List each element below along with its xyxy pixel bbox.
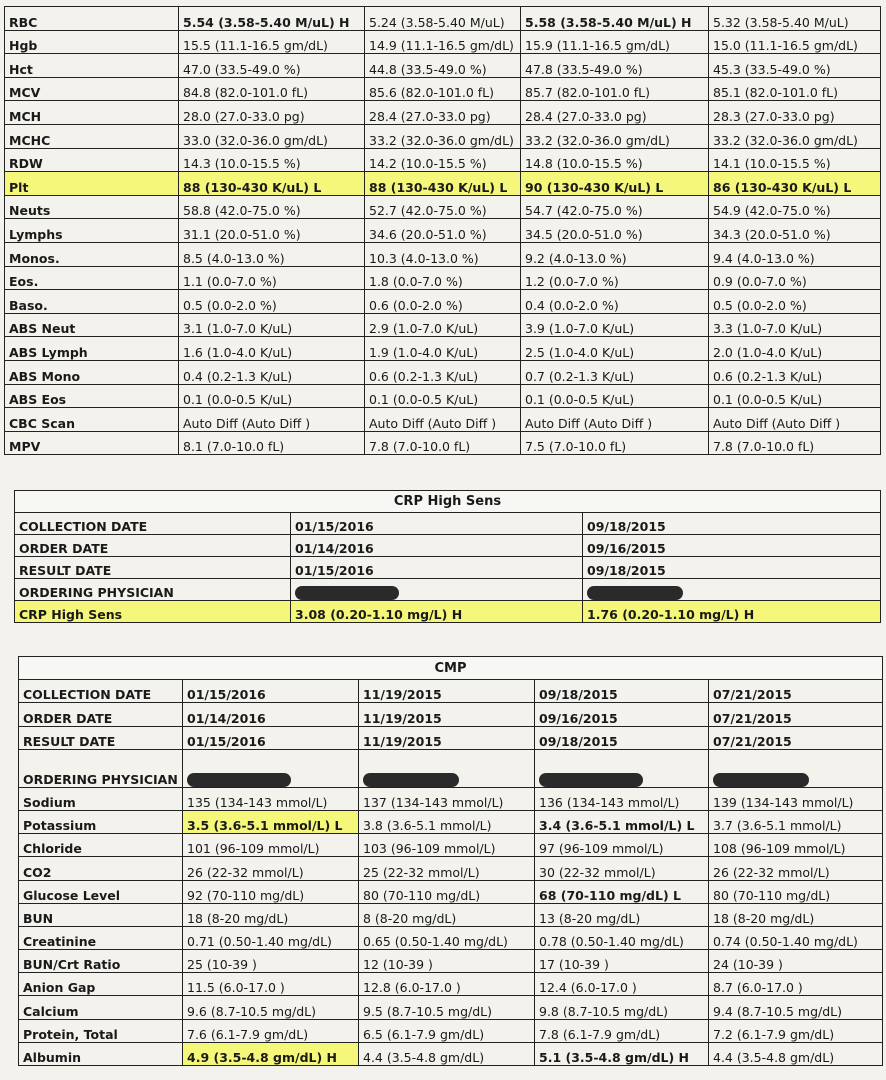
cmp-label: COLLECTION DATE	[19, 680, 183, 703]
cmp-row-ordering-physician	[19, 749, 883, 787]
cbc-value: 44.8 (33.5-49.0 %)	[365, 54, 521, 78]
cbc-value: 0.5 (0.0-2.0 %)	[179, 290, 365, 314]
cmp-value: 11/19/2015	[359, 726, 535, 749]
cbc-value: 0.1 (0.0-0.5 K/uL)	[179, 384, 365, 408]
cbc-value: 33.2 (32.0-36.0 gm/dL)	[521, 124, 709, 148]
cmp-label: Albumin	[19, 1042, 183, 1065]
cbc-row-rdw	[5, 148, 881, 172]
cmp-value: 137 (134-143 mmol/L)	[359, 787, 535, 810]
cmp-value: 97 (96-109 mmol/L)	[535, 834, 709, 857]
cbc-value: 28.0 (27.0-33.0 pg)	[179, 101, 365, 125]
cmp-label: Sodium	[19, 787, 183, 810]
cbc-row-abs-eos	[5, 384, 881, 408]
crp-label: COLLECTION DATE	[15, 513, 291, 535]
cbc-value: 0.6 (0.0-2.0 %)	[365, 290, 521, 314]
cmp-value: 12.4 (6.0-17.0 )	[535, 973, 709, 996]
cbc-value: 0.9 (0.0-7.0 %)	[709, 266, 881, 290]
cbc-value: Auto Diff (Auto Diff )	[365, 408, 521, 432]
cmp-label: BUN	[19, 903, 183, 926]
cmp-value: 135 (134-143 mmol/L)	[183, 787, 359, 810]
cmp-label: Protein, Total	[19, 1019, 183, 1042]
cbc-value: 0.7 (0.2-1.3 K/uL)	[521, 360, 709, 384]
cbc-label: Plt	[5, 172, 179, 196]
cmp-value: 24 (10-39 )	[709, 950, 883, 973]
cmp-label: ORDER DATE	[19, 703, 183, 726]
cmp-value: 09/16/2015	[535, 703, 709, 726]
cmp-value: 07/21/2015	[709, 680, 883, 703]
cmp-row-sodium	[19, 787, 883, 810]
cmp-value: 0.78 (0.50-1.40 mg/dL)	[535, 926, 709, 949]
cbc-value: 5.54 (3.58-5.40 M/uL) H	[179, 7, 365, 31]
cbc-value: 8.5 (4.0-13.0 %)	[179, 242, 365, 266]
cbc-row-plt	[5, 172, 881, 196]
cmp-value: 26 (22-32 mmol/L)	[183, 857, 359, 880]
cbc-label: Monos.	[5, 242, 179, 266]
cbc-value: 1.9 (1.0-4.0 K/uL)	[365, 337, 521, 361]
cbc-value: 3.9 (1.0-7.0 K/uL)	[521, 313, 709, 337]
cmp-value: 25 (22-32 mmol/L)	[359, 857, 535, 880]
cmp-value: 01/15/2016	[183, 726, 359, 749]
crp-value: 3.08 (0.20-1.10 mg/L) H	[291, 601, 583, 623]
cbc-label: ABS Neut	[5, 313, 179, 337]
cmp-value: 0.71 (0.50-1.40 mg/dL)	[183, 926, 359, 949]
cmp-value: 80 (70-110 mg/dL)	[709, 880, 883, 903]
cbc-value: 0.1 (0.0-0.5 K/uL)	[521, 384, 709, 408]
cbc-label: MCHC	[5, 124, 179, 148]
cmp-value: 9.8 (8.7-10.5 mg/dL)	[535, 996, 709, 1019]
cbc-value: 34.6 (20.0-51.0 %)	[365, 219, 521, 243]
cmp-value: 07/21/2015	[709, 726, 883, 749]
cmp-title: CMP	[19, 657, 883, 680]
crp-value: 09/18/2015	[583, 557, 881, 579]
cbc-label: MCH	[5, 101, 179, 125]
cbc-value: 9.4 (4.0-13.0 %)	[709, 242, 881, 266]
cbc-value: 14.9 (11.1-16.5 gm/dL)	[365, 30, 521, 54]
cbc-value: 85.1 (82.0-101.0 fL)	[709, 77, 881, 101]
cmp-value: 9.4 (8.7-10.5 mg/dL)	[709, 996, 883, 1019]
cbc-label: ABS Lymph	[5, 337, 179, 361]
cmp-row-creatinine	[19, 926, 883, 949]
cmp-value: 09/18/2015	[535, 680, 709, 703]
cbc-value: 54.7 (42.0-75.0 %)	[521, 195, 709, 219]
cmp-label: RESULT DATE	[19, 726, 183, 749]
cbc-value: 14.1 (10.0-15.5 %)	[709, 148, 881, 172]
cmp-value: 4.4 (3.5-4.8 gm/dL)	[709, 1042, 883, 1065]
cbc-row-eos	[5, 266, 881, 290]
cmp-row-co2	[19, 857, 883, 880]
cbc-table	[4, 6, 881, 455]
cbc-row-mcv	[5, 77, 881, 101]
cmp-value: 4.9 (3.5-4.8 gm/dL) H	[183, 1042, 359, 1065]
redacted-name	[295, 586, 399, 600]
cbc-row-hct	[5, 54, 881, 78]
cmp-label: Chloride	[19, 834, 183, 857]
cbc-value: 15.5 (11.1-16.5 gm/dL)	[179, 30, 365, 54]
cbc-row-mchc	[5, 124, 881, 148]
cmp-label: Potassium	[19, 810, 183, 833]
cbc-value: Auto Diff (Auto Diff )	[521, 408, 709, 432]
cbc-value: 15.0 (11.1-16.5 gm/dL)	[709, 30, 881, 54]
cmp-row-protein-total	[19, 1019, 883, 1042]
cmp-value: 108 (96-109 mmol/L)	[709, 834, 883, 857]
cbc-row-monos	[5, 242, 881, 266]
cbc-row-baso	[5, 290, 881, 314]
cmp-label: ORDERING PHYSICIAN	[19, 749, 183, 787]
cbc-value: 34.5 (20.0-51.0 %)	[521, 219, 709, 243]
cmp-value: 3.5 (3.6-5.1 mmol/L) L	[183, 810, 359, 833]
cmp-value: 12.8 (6.0-17.0 )	[359, 973, 535, 996]
cmp-value: 11/19/2015	[359, 703, 535, 726]
crp-body	[15, 513, 881, 623]
crp-value	[291, 579, 583, 601]
cbc-label: Eos.	[5, 266, 179, 290]
cmp-value: 92 (70-110 mg/dL)	[183, 880, 359, 903]
cbc-value: 28.4 (27.0-33.0 pg)	[521, 101, 709, 125]
cbc-label: Lymphs	[5, 219, 179, 243]
cmp-value	[359, 749, 535, 787]
cmp-label: Calcium	[19, 996, 183, 1019]
cmp-table	[18, 656, 883, 1066]
cmp-value: 9.6 (8.7-10.5 mg/dL)	[183, 996, 359, 1019]
cmp-label: CO2	[19, 857, 183, 880]
cbc-body	[5, 7, 881, 455]
cmp-value: 8.7 (6.0-17.0 )	[709, 973, 883, 996]
cbc-value: Auto Diff (Auto Diff )	[179, 408, 365, 432]
cmp-value: 3.7 (3.6-5.1 mmol/L)	[709, 810, 883, 833]
cbc-value: 3.3 (1.0-7.0 K/uL)	[709, 313, 881, 337]
cbc-row-mpv	[5, 431, 881, 455]
cbc-value: 33.2 (32.0-36.0 gm/dL)	[709, 124, 881, 148]
cmp-value: 0.74 (0.50-1.40 mg/dL)	[709, 926, 883, 949]
crp-label: ORDER DATE	[15, 535, 291, 557]
cbc-value: 14.8 (10.0-15.5 %)	[521, 148, 709, 172]
cbc-value: 5.58 (3.58-5.40 M/uL) H	[521, 7, 709, 31]
cbc-value: 1.6 (1.0-4.0 K/uL)	[179, 337, 365, 361]
cbc-row-neuts	[5, 195, 881, 219]
cmp-value	[709, 749, 883, 787]
cbc-value: 85.7 (82.0-101.0 fL)	[521, 77, 709, 101]
cmp-value: 3.8 (3.6-5.1 mmol/L)	[359, 810, 535, 833]
cmp-value	[183, 749, 359, 787]
cmp-row-chloride	[19, 834, 883, 857]
cmp-row-calcium	[19, 996, 883, 1019]
cmp-value: 17 (10-39 )	[535, 950, 709, 973]
cbc-label: ABS Mono	[5, 360, 179, 384]
cmp-value: 68 (70-110 mg/dL) L	[535, 880, 709, 903]
cmp-value: 30 (22-32 mmol/L)	[535, 857, 709, 880]
cbc-value: 2.0 (1.0-4.0 K/uL)	[709, 337, 881, 361]
cmp-value: 11.5 (6.0-17.0 )	[183, 973, 359, 996]
cmp-value: 139 (134-143 mmol/L)	[709, 787, 883, 810]
cbc-value: 33.2 (32.0-36.0 gm/dL)	[365, 124, 521, 148]
crp-value: 01/15/2016	[291, 557, 583, 579]
cbc-value: 0.1 (0.0-0.5 K/uL)	[365, 384, 521, 408]
cbc-value: 3.1 (1.0-7.0 K/uL)	[179, 313, 365, 337]
crp-value: 01/14/2016	[291, 535, 583, 557]
cmp-row-glucose-level	[19, 880, 883, 903]
cbc-value: 1.1 (0.0-7.0 %)	[179, 266, 365, 290]
cbc-label: MCV	[5, 77, 179, 101]
crp-value: 09/18/2015	[583, 513, 881, 535]
cbc-label: Hgb	[5, 30, 179, 54]
cbc-row-abs-mono	[5, 360, 881, 384]
cmp-row-anion-gap	[19, 973, 883, 996]
cmp-value: 25 (10-39 )	[183, 950, 359, 973]
cmp-value: 80 (70-110 mg/dL)	[359, 880, 535, 903]
cmp-value: 7.2 (6.1-7.9 gm/dL)	[709, 1019, 883, 1042]
cmp-value: 11/19/2015	[359, 680, 535, 703]
cbc-value: 58.8 (42.0-75.0 %)	[179, 195, 365, 219]
cbc-label: MPV	[5, 431, 179, 455]
cmp-label: Creatinine	[19, 926, 183, 949]
redacted-name	[587, 586, 683, 600]
cbc-value: 47.0 (33.5-49.0 %)	[179, 54, 365, 78]
cmp-value: 07/21/2015	[709, 703, 883, 726]
cbc-label: Neuts	[5, 195, 179, 219]
crp-row-order-date	[15, 535, 881, 557]
cmp-value: 7.6 (6.1-7.9 gm/dL)	[183, 1019, 359, 1042]
cbc-value: 52.7 (42.0-75.0 %)	[365, 195, 521, 219]
cbc-label: Baso.	[5, 290, 179, 314]
cbc-value: 5.32 (3.58-5.40 M/uL)	[709, 7, 881, 31]
redacted-name	[539, 773, 643, 787]
crp-row-collection-date	[15, 513, 881, 535]
crp-label: CRP High Sens	[15, 601, 291, 623]
cmp-value: 0.65 (0.50-1.40 mg/dL)	[359, 926, 535, 949]
cmp-value: 18 (8-20 mg/dL)	[183, 903, 359, 926]
cmp-row-order-date	[19, 703, 883, 726]
cbc-row-mch	[5, 101, 881, 125]
cbc-value: 90 (130-430 K/uL) L	[521, 172, 709, 196]
cbc-row-lymphs	[5, 219, 881, 243]
cmp-body	[19, 680, 883, 1066]
cbc-value: 14.2 (10.0-15.5 %)	[365, 148, 521, 172]
cbc-value: 5.24 (3.58-5.40 M/uL)	[365, 7, 521, 31]
cbc-value: Auto Diff (Auto Diff )	[709, 408, 881, 432]
cbc-value: 2.9 (1.0-7.0 K/uL)	[365, 313, 521, 337]
cbc-value: 28.3 (27.0-33.0 pg)	[709, 101, 881, 125]
cbc-value: 34.3 (20.0-51.0 %)	[709, 219, 881, 243]
cbc-value: 0.6 (0.2-1.3 K/uL)	[709, 360, 881, 384]
cbc-value: 86 (130-430 K/uL) L	[709, 172, 881, 196]
cbc-label: ABS Eos	[5, 384, 179, 408]
cbc-label: Hct	[5, 54, 179, 78]
cmp-value: 26 (22-32 mmol/L)	[709, 857, 883, 880]
cbc-row-abs-neut	[5, 313, 881, 337]
crp-row-crp-high-sens	[15, 601, 881, 623]
cbc-label: RDW	[5, 148, 179, 172]
cbc-label: CBC Scan	[5, 408, 179, 432]
cmp-value: 18 (8-20 mg/dL)	[709, 903, 883, 926]
cbc-row-rbc	[5, 7, 881, 31]
cmp-row-bun	[19, 903, 883, 926]
redacted-name	[187, 773, 291, 787]
crp-value: 09/16/2015	[583, 535, 881, 557]
cbc-value: 0.4 (0.0-2.0 %)	[521, 290, 709, 314]
cmp-value: 01/15/2016	[183, 680, 359, 703]
cbc-value: 47.8 (33.5-49.0 %)	[521, 54, 709, 78]
cbc-value: 28.4 (27.0-33.0 pg)	[365, 101, 521, 125]
crp-label: RESULT DATE	[15, 557, 291, 579]
crp-value: 1.76 (0.20-1.10 mg/L) H	[583, 601, 881, 623]
cmp-value: 7.8 (6.1-7.9 gm/dL)	[535, 1019, 709, 1042]
cmp-value: 5.1 (3.5-4.8 gm/dL) H	[535, 1042, 709, 1065]
redacted-name	[363, 773, 459, 787]
cbc-value: 15.9 (11.1-16.5 gm/dL)	[521, 30, 709, 54]
cbc-value: 88 (130-430 K/uL) L	[365, 172, 521, 196]
cbc-value: 9.2 (4.0-13.0 %)	[521, 242, 709, 266]
cbc-value: 14.3 (10.0-15.5 %)	[179, 148, 365, 172]
crp-label: ORDERING PHYSICIAN	[15, 579, 291, 601]
cmp-row-result-date	[19, 726, 883, 749]
cbc-label: RBC	[5, 7, 179, 31]
cbc-value: 7.8 (7.0-10.0 fL)	[709, 431, 881, 455]
cbc-row-hgb	[5, 30, 881, 54]
cbc-value: 45.3 (33.5-49.0 %)	[709, 54, 881, 78]
cmp-value: 103 (96-109 mmol/L)	[359, 834, 535, 857]
cmp-row-potassium	[19, 810, 883, 833]
cbc-value: 7.8 (7.0-10.0 fL)	[365, 431, 521, 455]
cbc-value: 0.6 (0.2-1.3 K/uL)	[365, 360, 521, 384]
cbc-value: 8.1 (7.0-10.0 fL)	[179, 431, 365, 455]
crp-value	[583, 579, 881, 601]
cmp-value: 01/14/2016	[183, 703, 359, 726]
cmp-row-collection-date	[19, 680, 883, 703]
cbc-value: 85.6 (82.0-101.0 fL)	[365, 77, 521, 101]
cmp-value: 4.4 (3.5-4.8 gm/dL)	[359, 1042, 535, 1065]
cbc-value: 84.8 (82.0-101.0 fL)	[179, 77, 365, 101]
cmp-row-bun-crt-ratio	[19, 950, 883, 973]
cbc-value: 0.4 (0.2-1.3 K/uL)	[179, 360, 365, 384]
cbc-value: 10.3 (4.0-13.0 %)	[365, 242, 521, 266]
cmp-label: Glucose Level	[19, 880, 183, 903]
redacted-name	[713, 773, 809, 787]
crp-table	[14, 490, 881, 623]
cbc-row-abs-lymph	[5, 337, 881, 361]
cmp-row-albumin	[19, 1042, 883, 1065]
cmp-value: 9.5 (8.7-10.5 mg/dL)	[359, 996, 535, 1019]
cmp-value: 8 (8-20 mg/dL)	[359, 903, 535, 926]
cbc-value: 54.9 (42.0-75.0 %)	[709, 195, 881, 219]
cbc-value: 0.1 (0.0-0.5 K/uL)	[709, 384, 881, 408]
cbc-value: 1.8 (0.0-7.0 %)	[365, 266, 521, 290]
cbc-row-cbc-scan	[5, 408, 881, 432]
crp-value: 01/15/2016	[291, 513, 583, 535]
cmp-value: 6.5 (6.1-7.9 gm/dL)	[359, 1019, 535, 1042]
cbc-value: 7.5 (7.0-10.0 fL)	[521, 431, 709, 455]
cmp-label: BUN/Crt Ratio	[19, 950, 183, 973]
cmp-value	[535, 749, 709, 787]
cmp-value: 13 (8-20 mg/dL)	[535, 903, 709, 926]
cbc-value: 33.0 (32.0-36.0 gm/dL)	[179, 124, 365, 148]
cmp-value: 3.4 (3.6-5.1 mmol/L) L	[535, 810, 709, 833]
cmp-label: Anion Gap	[19, 973, 183, 996]
cbc-value: 1.2 (0.0-7.0 %)	[521, 266, 709, 290]
cbc-value: 0.5 (0.0-2.0 %)	[709, 290, 881, 314]
cmp-value: 09/18/2015	[535, 726, 709, 749]
cmp-value: 136 (134-143 mmol/L)	[535, 787, 709, 810]
cmp-value: 12 (10-39 )	[359, 950, 535, 973]
crp-row-ordering-physician	[15, 579, 881, 601]
crp-title: CRP High Sens	[15, 491, 881, 513]
cbc-value: 2.5 (1.0-4.0 K/uL)	[521, 337, 709, 361]
crp-row-result-date	[15, 557, 881, 579]
cmp-value: 101 (96-109 mmol/L)	[183, 834, 359, 857]
cbc-value: 31.1 (20.0-51.0 %)	[179, 219, 365, 243]
cbc-value: 88 (130-430 K/uL) L	[179, 172, 365, 196]
